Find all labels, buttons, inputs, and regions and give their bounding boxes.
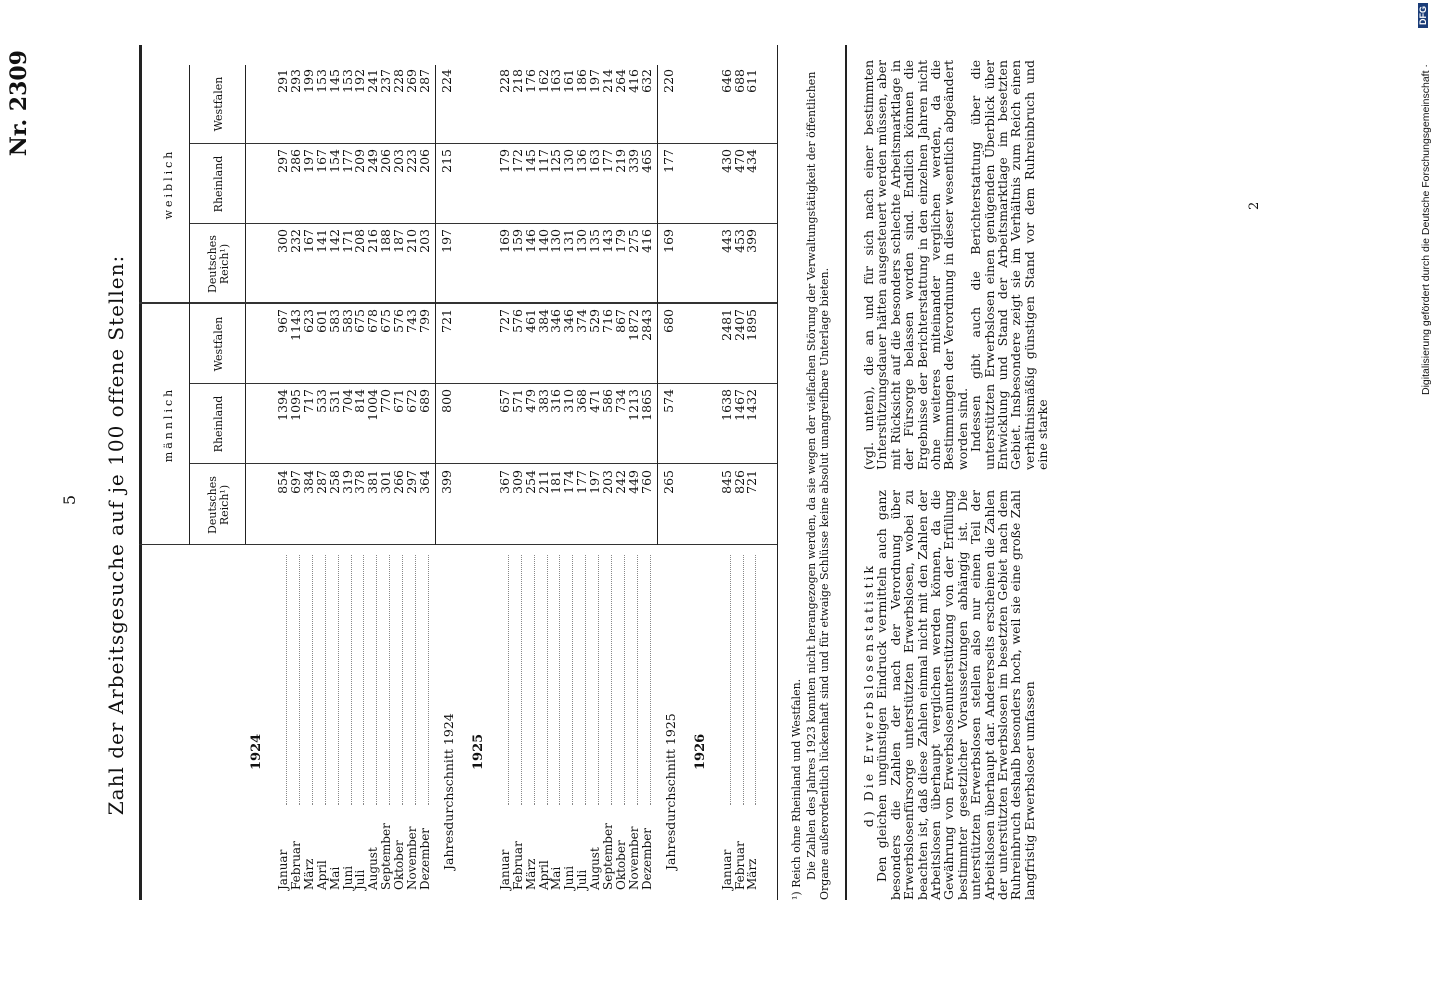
table-cell: 586 [600,389,615,413]
table-cell: 2843 [638,309,654,341]
table-cell: 1432 [744,389,760,421]
column-header: Rheinland [212,395,225,453]
month-label: Januar [497,849,512,890]
group-divider [139,302,777,304]
table-cell: 583 [326,309,342,333]
table-cell: 672 [404,389,419,413]
leader-dots [363,555,364,805]
leader-dots [650,555,651,805]
table-cell: 1095 [287,389,303,421]
table-cell: 163 [587,149,603,173]
table-cell: 172 [509,149,525,173]
table-cell: 203 [391,149,407,173]
leader-dots [508,555,509,805]
page-title: Zahl der Arbeitsgesuche auf je 100 offene Stellen: [104,254,128,816]
month-label: Oktober [392,840,407,890]
table-cell: 145 [522,149,538,173]
month-label: März [745,858,760,890]
leader-dots [325,555,326,805]
leader-dots [572,555,573,805]
table-cell: 143 [600,229,615,253]
average-cell: 680 [660,309,676,333]
column-divider [139,544,777,545]
table-cell: 254 [522,470,538,494]
leader-dots [428,555,429,805]
table-cell: 704 [339,389,355,413]
table-cell: 434 [744,149,760,173]
table-cell: 2407 [731,309,747,341]
table-cell: 136 [574,149,590,173]
table-cell: 461 [522,309,538,333]
table-cell: 854 [275,470,290,494]
table-cell: 130 [561,149,577,173]
table-cell: 135 [587,229,603,253]
table-cell: 310 [561,389,577,413]
table-cell: 176 [522,69,538,93]
table-cell: 601 [313,309,329,333]
table-cell: 130 [574,229,590,253]
table-cell: 162 [535,69,551,93]
leader-dots [637,555,638,805]
table-cell: 286 [287,149,303,173]
month-label: Juli [575,869,590,890]
dfg-logo: DFG [1418,3,1428,28]
table-cell: 583 [339,309,355,333]
leader-dots [611,555,612,805]
leader-dots [598,555,599,805]
table-cell: 232 [287,229,303,253]
table-cell: 760 [638,470,654,494]
body-right-column [862,60,1050,470]
year-heading: 1924 [249,733,264,770]
table-cell: 1213 [625,389,641,421]
table-cell: 346 [548,309,564,333]
table-cell: 269 [404,69,419,93]
table-cell: 179 [612,229,628,253]
table-cell: 146 [522,229,538,253]
table-cell: 632 [638,69,654,93]
table-cell: 192 [352,69,368,93]
table-cell: 210 [404,229,419,253]
table-cell: 465 [638,149,654,173]
table-cell: 142 [326,229,342,253]
body-paragraph: Den gleichen ungünstigen Eindruck vermitteln auch ganz besonders die Zahlen der nach der Verordnung über Erwerbslosenfürsorge unterstützten Erwerbslosen, wobei zu beachten ist, daß diese Zahlen einmal nicht mit den Zahlen der Arbeitslosen überhaupt verglichen werden können, da die Gewährung von Erwerbslosenunterstützung von der Erfüllung bestimmter gesetzlicher Voraussetzungen abhängig ist. Die unterstützten Erwerbslosen stellen also nur einen Teil der Arbeitslosen überhaupt dar. Andererseits erscheinen die Zahlen der unterstützten Erwerbslosen im besetzten Gebiet nach dem Ruhreinbruch deshalb besonders hoch, weil sie eine große Zahl langfristig Erwerbsloser umfassen [874,490,1037,900]
table-cell: 141 [313,229,329,253]
year-heading: 1926 [692,733,708,770]
table-cell: 218 [509,69,525,93]
body-paragraph: (vgl. unten), die an und für sich nach einer bestimmten Unterstützungsdauer hätten ausgesteuert werden müssen, aber mit Rücksicht auf die besonders schlechte Arbeitsmarktlage in der Fürsorge belassen worden sind. Endlich können die Ergebnisse der Berichterstattung in den einzelnen Jahren nicht ohne weiteres miteinander verglichen werden, da die Bestimmungen der Verordnung in dieser wesentlich abgeändert worden sind. [861,60,970,470]
table-cell: 443 [718,229,734,253]
table-cell: 169 [496,229,512,253]
leader-dots [547,555,548,805]
average-label: Jahresdurchschnitt 1925 [662,713,678,870]
group-header-male: männlich [162,386,175,463]
table-cell: 471 [587,389,603,413]
table-cell: 209 [352,149,368,173]
table-cell: 689 [416,389,432,413]
leader-dots [338,555,339,805]
table-cell: 125 [548,149,564,173]
table-cell: 197 [300,149,316,173]
table-cell: 416 [638,229,654,253]
table-cell: 368 [574,389,590,413]
table-cell: 967 [275,309,290,333]
table-cell: 316 [548,389,564,413]
month-label: Juni [340,865,355,890]
leader-dots [730,555,731,805]
column-header: Westfalen [212,316,225,372]
leader-dots [521,555,522,805]
month-label: Januar [719,849,734,890]
table-cell: 287 [313,470,329,494]
table-cell: 177 [339,149,355,173]
table-cell: 399 [744,229,760,253]
month-label: Mai [327,866,342,890]
table-cell: 199 [300,69,316,93]
table-cell: 1872 [625,309,641,341]
statistics-table [137,45,887,900]
table-cell: 297 [275,149,290,173]
column-divider [189,143,777,144]
table-cell: 117 [535,149,551,173]
table-cell: 159 [509,229,525,253]
table-cell: 309 [509,470,525,494]
table-cell: 1004 [365,389,381,421]
average-cell: 177 [660,149,676,173]
month-label: Juli [353,869,368,890]
table-cell: 814 [352,389,368,413]
body-left-column [862,490,1036,900]
column-header: Deutsches Reich¹) [206,235,231,293]
table-cell: 181 [548,470,564,494]
table-bottom-rule [777,45,778,900]
table-cell: 206 [416,149,432,173]
table-cell: 153 [313,69,329,93]
table-cell: 140 [535,229,551,253]
column-divider [189,383,777,384]
average-cell: 224 [438,69,454,93]
average-cell: 800 [438,389,454,413]
table-cell: 223 [404,149,419,173]
leader-dots [351,555,352,805]
table-cell: 275 [625,229,641,253]
table-cell: 1394 [275,389,290,421]
table-cell: 219 [612,149,628,173]
average-rule [435,65,436,545]
table-cell: 479 [522,389,538,413]
column-header: Westfalen [212,76,225,132]
leader-dots [299,555,300,805]
table-cell: 130 [548,229,564,253]
table-cell: 203 [416,229,432,253]
table-cell: 177 [600,149,615,173]
funding-note [1416,0,1434,1000]
table-cell: 867 [612,309,628,333]
document-number: Nr. 2309 [6,50,32,157]
table-cell: 319 [339,470,355,494]
table-cell: 453 [731,229,747,253]
average-cell: 574 [660,389,676,413]
table-cell: 416 [625,69,641,93]
column-divider [189,223,777,224]
table-cell: 2481 [718,309,734,341]
leader-dots [743,555,744,805]
table-cell: 346 [561,309,577,333]
table-cell: 287 [416,69,432,93]
body-paragraph: Indessen gibt auch die Berichterstattung über die unterstützten Erwerbslosen einen genügenden Überblick über Entwicklung und Stand der Arbeitsmarktlage im besetzten Gebiet. Insbesondere zeigt sie im Verhältnis zum Reich einen verhältnismäßig günstigen Stand vor dem Ruhreinbruch und eine starke [968,60,1051,470]
table-cell: 743 [404,309,419,333]
table-cell: 197 [587,69,603,93]
leader-dots [312,555,313,805]
table-cell: 161 [561,69,577,93]
table-cell: 188 [378,229,394,253]
average-label: Jahresdurchschnitt 1924 [440,713,456,870]
table-cell: 529 [587,309,603,333]
table-cell: 1865 [638,389,654,421]
table-cell: 449 [625,470,641,494]
month-label: August [366,847,381,890]
group-rule [189,65,190,545]
month-label: Februar [288,841,303,890]
column-header: Rheinland [212,155,225,213]
table-cell: 688 [731,69,747,93]
table-cell: 531 [326,389,342,413]
month-label: September [601,823,615,890]
month-label: April [536,860,551,890]
table-cell: 266 [391,470,407,494]
table-cell: 216 [365,229,381,253]
table-cell: 383 [535,389,551,413]
table-cell: 384 [300,470,316,494]
table-cell: 237 [378,69,394,93]
month-label: Oktober [613,840,628,890]
month-label: Januar [276,849,290,890]
table-cell: 576 [509,309,525,333]
table-cell: 206 [378,149,394,173]
month-label: Mai [549,866,564,890]
table-cell: 179 [496,149,512,173]
table-cell: 646 [718,69,734,93]
table-cell: 167 [313,149,329,173]
page-number: 5 [60,494,79,506]
table-cell: 171 [339,229,355,253]
leader-dots [624,555,625,805]
year-heading: 1925 [470,733,486,770]
table-cell: 339 [625,149,641,173]
month-label: August [588,847,603,890]
table-cell: 845 [718,470,734,494]
table-cell: 301 [378,470,394,494]
table-cell: 145 [326,69,342,93]
month-label: September [379,823,394,890]
leader-dots [534,555,535,805]
month-label: Juni [562,865,577,890]
table-cell: 716 [600,309,615,333]
average-cell: 399 [438,470,454,494]
table-cell: 799 [416,309,432,333]
table-cell: 187 [391,229,407,253]
table-cell: 430 [718,149,734,173]
month-label: Dezember [639,827,654,890]
column-divider [189,463,777,464]
month-label: Dezember [417,827,432,890]
table-cell: 197 [587,470,603,494]
table-cell: 300 [275,229,290,253]
table-cell: 228 [496,69,512,93]
group-header-female: weiblich [162,148,175,220]
average-rule [657,65,658,545]
table-cell: 727 [496,309,512,333]
table-cell: 374 [574,309,590,333]
table-cell: 293 [287,69,303,93]
table-cell: 657 [496,389,512,413]
table-cell: 291 [275,69,290,93]
table-cell: 154 [326,149,342,173]
leader-dots [389,555,390,805]
table-cell: 211 [535,470,551,494]
month-label: Februar [510,841,525,890]
table-cell: 174 [561,470,577,494]
table-cell: 678 [365,309,381,333]
table-cell: 533 [313,389,329,413]
table-cell: 297 [404,470,419,494]
month-label: April [314,860,329,890]
table-cell: 470 [731,149,747,173]
leader-dots [286,555,287,805]
table-cell: 721 [744,470,760,494]
average-cell: 265 [660,470,676,494]
table-cell: 675 [378,309,394,333]
table-cell: 264 [612,69,628,93]
average-cell: 169 [660,229,676,253]
signature-mark: 2 [1247,201,1262,210]
table-cell: 770 [378,389,394,413]
table-cell: 208 [352,229,368,253]
leader-dots [402,555,403,805]
table-cell: 611 [744,69,760,93]
table-cell: 734 [612,389,628,413]
table-cell: 228 [391,69,407,93]
table-cell: 1143 [287,309,303,341]
table-cell: 717 [300,389,316,413]
section-heading: d) Die Erwerbslosenstatistik [861,562,876,828]
funding-sidebar [1412,0,1434,1000]
table-cell: 241 [365,69,381,93]
section-rule [845,45,847,900]
table-cell: 826 [731,470,747,494]
table-cell: 1467 [731,389,747,421]
month-label: März [523,858,538,890]
table-cell: 186 [574,69,590,93]
footnote-2: Die Zahlen des Jahres 1923 konnten nicht herangezogen werden, da sie wegen der vielfachen Störung der Verwaltungstätigkeit der öffentlichen Organe außerordentlich lückenhaft sind und für etwaige Schlüsse keine absolut unangreifbare Unterlage bieten. [805,71,831,900]
average-cell: 215 [438,149,454,173]
column-header: Deutsches Reich¹) [206,476,231,534]
table-cell: 153 [339,69,355,93]
table-top-rule [139,45,142,900]
table-cell: 623 [300,309,316,333]
table-cell: 367 [496,470,512,494]
table-cell: 177 [574,470,590,494]
footnote-1: ¹) Reich ohne Rheinland und Westfalen. [790,678,803,900]
month-label: Februar [732,841,747,890]
average-cell: 197 [438,229,454,253]
table-cell: 249 [365,149,381,173]
leader-dots [585,555,586,805]
table-cell: 214 [600,69,615,93]
month-label: März [301,858,316,890]
table-cell: 1638 [718,389,734,421]
table-cell: 1895 [744,309,760,341]
table-cell: 131 [561,229,577,253]
leader-dots [755,555,756,805]
table-cell: 381 [365,470,381,494]
table-cell: 258 [326,470,342,494]
table-cell: 203 [600,470,615,494]
table-cell: 675 [352,309,368,333]
average-cell: 220 [660,69,676,93]
table-cell: 242 [612,470,628,494]
table-cell: 576 [391,309,407,333]
table-cell: 163 [548,69,564,93]
month-label: November [405,826,419,890]
month-label: November [626,826,641,890]
leader-dots [559,555,560,805]
average-cell: 721 [438,309,454,333]
table-cell: 167 [300,229,316,253]
table-cell: 671 [391,389,407,413]
table-cell: 697 [287,470,303,494]
table-cell: 364 [416,470,432,494]
table-cell: 571 [509,389,525,413]
header-rule [245,65,246,545]
leader-dots [415,555,416,805]
funding-text: Digitalisierung gefördert durch die Deutsche Forschungsgemeinschaft · [1420,64,1432,395]
leader-dots [376,555,377,805]
table-cell: 378 [352,470,368,494]
table-cell: 384 [535,309,551,333]
